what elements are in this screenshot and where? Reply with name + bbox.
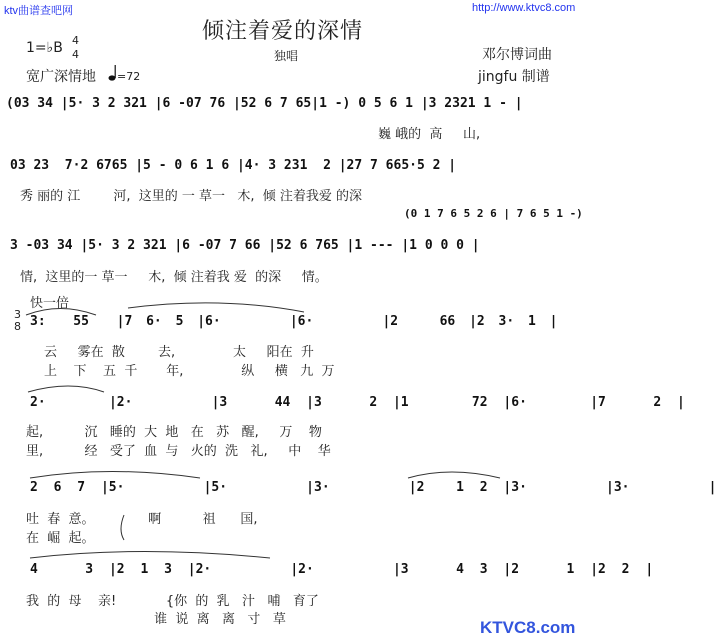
key-signature: 1=♭B — [26, 40, 63, 56]
tempo-change-text: 快一倍 — [30, 296, 70, 311]
system-1-lyrics: 巍 峨的 高 山, — [378, 127, 481, 142]
arranger: jingfu 制谱 — [478, 69, 550, 85]
system-2-notes: 03 23 7·2 6765 |5 - 0 6 1 6 |4· 3 231 2 |27 7 665·5 2 | — [10, 158, 457, 173]
system-3-pre-notes: (0 1 7 6 5 2 6 | 7 6 5 1 -) — [404, 207, 583, 220]
system-4-lyrics-2: 上 下 五 千 年, 纵 横 九 万 — [44, 364, 335, 379]
time-change-top: 3 — [14, 308, 21, 321]
watermark-left: ktv曲谱查吧网 — [4, 5, 74, 17]
watermark-right: http://www.ktvc8.com — [472, 2, 576, 14]
site-logo: KTVC8.com — [480, 618, 576, 637]
system-1-notes: (03 34 |5· 3 2 321 |6 -07 76 |52 6 7 65|1 -) 0 5 6 1 |3 2321 1 - | — [6, 96, 523, 111]
system-6-lyrics-1: 吐 春 意。 啊 祖 国, — [26, 512, 258, 527]
system-7-lyrics-1: 我 的 母 亲! {你 的 乳 汁 哺 育了 — [26, 594, 319, 609]
tempo-value: =72 — [117, 70, 141, 83]
song-title: 倾注着爱的深情 — [202, 19, 364, 44]
system-3-notes: 3 -03 34 |5· 3 2 321 |6 -07 7 66 |52 6 765 |1 --- |1 0 0 0 | — [10, 238, 480, 253]
system-6-notes: 2 6 7 |5· |5· |3· |2 1 2 |3· |3· | — [30, 480, 716, 495]
system-5-lyrics-1: 起, 沉 睡的 大 地 在 苏 醒, 万 物 — [26, 425, 322, 440]
system-5-lyrics-2: 里, 经 受了 血 与 火的 洗 礼, 中 华 — [26, 444, 331, 459]
system-4-lyrics-1: 云 雾在 散 去, 太 阳在 升 — [44, 345, 314, 360]
lyricist-composer: 邓尔博词曲 — [482, 47, 552, 63]
system-2-lyrics: 秀 丽的 江 河, 这里的 一 草一 木, 倾 注着我爱 的深 — [20, 189, 363, 204]
time-signature-bottom: 4 — [72, 48, 79, 61]
system-6-lyrics-2: 在 崛 起。 — [26, 531, 95, 546]
time-signature-top: 4 — [72, 34, 79, 47]
system-7-notes: 4 3 |2 1 3 |2· |2· |3 4 3 |2 1 |2 2 | — [30, 562, 654, 577]
tempo-text: 宽广深情地 — [26, 69, 96, 85]
time-change-bottom: 8 — [14, 320, 21, 333]
system-5-notes: 2· |2· |3 44 |3 2 |1 72 |6· |7 2 | — [30, 395, 685, 410]
performance-type: 独唱 — [274, 49, 299, 63]
system-7-lyrics-2: 谁 说 离 离 寸 草 — [26, 612, 286, 627]
system-4-notes: 3: 55 |7 6· 5 |6· |6· |2 66 |2 3· 1 | — [30, 314, 558, 329]
system-3-lyrics: 情, 这里的一 草一 木, 倾 注着我 爱 的深 情。 — [20, 270, 328, 285]
